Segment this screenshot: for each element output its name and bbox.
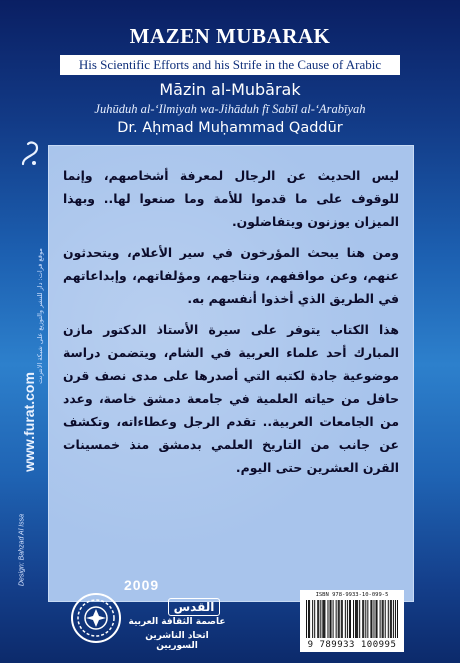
book-title: MAZEN MUBARAK bbox=[129, 24, 331, 48]
damascus-emblem-icon bbox=[70, 592, 122, 644]
publishers-union-line: اتحاد الناشرين السوريين bbox=[145, 631, 209, 651]
transliterated-title: Māzin al-Mubārak bbox=[159, 80, 301, 99]
barcode bbox=[300, 590, 404, 652]
blurb-text bbox=[63, 164, 399, 487]
subtitle-band bbox=[60, 55, 400, 75]
capital-of-culture-line: عاصمة الثقافة العربية bbox=[128, 617, 226, 627]
blurb-paragraph: ليس الحديث عن الرجال لمعرفة أشخاصهم، وإنما للوقوف على ما قدموا للأمة وما صنعوا لها.. وبهذا الميزان يوزنون ويتفاضلون. bbox=[63, 168, 399, 229]
isbn-label: ISBN 978-9933-10-099-5 bbox=[315, 592, 389, 598]
transliterated-subtitle: Juhūduh al-‘Ilmiyah wa-Jihāduh fī Sabīl al-‘Arabīyah bbox=[94, 102, 366, 116]
website-tagline-block bbox=[32, 236, 48, 396]
blurb-paragraph: ومن هنا يبحث المؤرخون في سير الأعلام، ويتحدثون عنهم، وعن مواقفهم، ونتاجهم، ومؤلفاتهم، وإبداعاتهم في الطريق الذي أخذوا أنفسهم به. bbox=[63, 245, 399, 306]
blurb-panel bbox=[48, 145, 414, 602]
publication-year: 2009 bbox=[124, 577, 160, 593]
book-subtitle: His Scientific Efforts and his Strife in the Cause of Arabic bbox=[78, 57, 382, 72]
author-name: Dr. Aḥmad Muḥammad Qaddūr bbox=[117, 120, 343, 136]
website-tagline: موقع فرات: دار للنشر والتوزيع على شبكة الانترنت bbox=[36, 248, 44, 384]
barcode-number: 9 789933 100995 bbox=[307, 640, 397, 650]
designer-credit-block bbox=[16, 500, 28, 600]
website-url[interactable]: www.furat.com bbox=[21, 372, 37, 472]
barcode-bars bbox=[306, 600, 398, 638]
designer-credit: Design: Bahzad Al Issa bbox=[18, 513, 26, 587]
furat-logo-icon bbox=[19, 138, 41, 168]
al-quds-logo: القدس bbox=[168, 598, 220, 616]
blurb-paragraph: هذا الكتاب يتوفر على سيرة الأستاذ الدكتور مازن المبارك أحد علماء العربية في الشام، ويتضمن دراسة موضوعية جادة لكتبه التي أصدرها على مدى نصف قرن حافل من حياته العلمية في جامعة دمشق خاصة، وعدد من الجامعات العربية.. تقدم الرجل وعطاءاته، وتكشف عن جانب من التاريخ العلمي بدمشق منذ خمسينات القرن العشرين حتى اليوم. bbox=[63, 322, 399, 475]
